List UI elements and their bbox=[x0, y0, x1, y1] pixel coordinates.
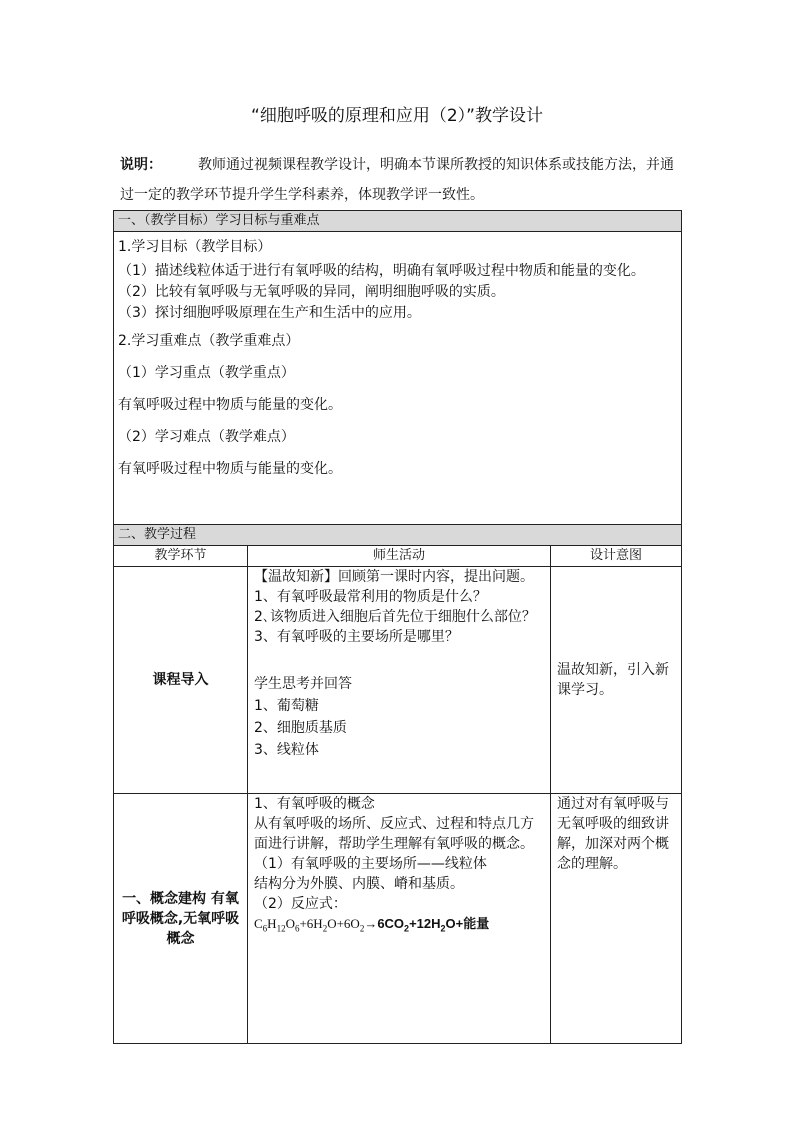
stage-cell: 一、概念建构 有氧呼吸概念,无氧呼吸概念 bbox=[114, 794, 248, 1044]
reaction-formula: $C_6H_{12}O_6+6H_2O+6O_2\to 6CO_2+12H_2O+$能量 bbox=[254, 916, 490, 934]
activity-blank-line bbox=[254, 647, 544, 667]
key-point-text: 有氧呼吸过程中物质与能量的变化。 bbox=[118, 397, 342, 413]
key-point-label: （1）学习重点（教学重点） bbox=[118, 365, 295, 381]
activity-cell bbox=[248, 567, 551, 794]
column-header-activity: 师生活动 bbox=[248, 546, 551, 567]
table-row bbox=[114, 794, 682, 1044]
column-header-intent: 设计意图 bbox=[551, 546, 682, 567]
section2-header-row bbox=[114, 525, 682, 546]
difficulty-text: 有氧呼吸过程中物质与能量的变化。 bbox=[118, 461, 342, 477]
intro-label: 说明： bbox=[120, 157, 162, 173]
activity-line: 3、线粒体 bbox=[254, 742, 319, 758]
section1-goals-row bbox=[114, 232, 682, 525]
intent-cell: 温故知新，引入新课学习。 bbox=[551, 567, 682, 794]
activity-line: （1）有氧呼吸的主要场所——线粒体 bbox=[254, 856, 487, 872]
intent-cell: 通过对有氧呼吸与无氧呼吸的细致讲解，加深对两个概念的理解。 bbox=[551, 794, 682, 1044]
lesson-plan-table bbox=[113, 210, 682, 1044]
activity-line: 3、有氧呼吸的主要场所是哪里？ bbox=[254, 629, 459, 645]
goals-heading: 1.学习目标（教学目标） bbox=[118, 239, 272, 255]
activity-line: 1、有氧呼吸最常利用的物质是什么？ bbox=[254, 589, 487, 605]
difficulty-label: （2）学习难点（教学难点） bbox=[118, 429, 295, 445]
section1-header: 一、（教学目标）学习日标与重难点 bbox=[114, 211, 682, 232]
activity-line: 结构分为外膜、内膜、嵴和基质。 bbox=[254, 876, 464, 892]
goal-1: （1）描述线粒体适于进行有氧呼吸的结构，明确有氧呼吸过程中物质和能量的变化。 bbox=[118, 263, 645, 279]
section2-header: 二、教学过程 bbox=[114, 525, 682, 546]
column-header-stage: 教学环节 bbox=[114, 546, 248, 567]
activity-cell bbox=[248, 794, 551, 1044]
activity-line: 从有氧呼吸的场所、反应式、过程和特点几方面进行讲解，帮助学生理解有氧呼吸的概念。 bbox=[254, 816, 534, 852]
intro-text: 教师通过视频课程教学设计，明确本节课所教授的知识体系或技能方法，并通过一定的教学环节提升学生学科素养，体现教学评一致性。 bbox=[120, 157, 674, 203]
goal-3: （3）探讨细胞呼吸原理在生产和生活中的应用。 bbox=[118, 305, 421, 321]
intro-paragraph bbox=[120, 150, 680, 210]
goal-2: （2）比较有氧呼吸与无氧呼吸的异同，阐明细胞呼吸的实质。 bbox=[118, 284, 505, 300]
activity-line: 学生思考并回答 bbox=[254, 676, 352, 692]
activity-line: 1、葡萄糖 bbox=[254, 698, 319, 714]
activity-line: 1、有氧呼吸的概念 bbox=[254, 796, 375, 812]
column-header-row bbox=[114, 546, 682, 567]
activity-line: 2､该物质进入细胞后首先位于细胞什么部位？ bbox=[254, 609, 536, 625]
document-title: “细胞呼吸的原理和应用（2）”教学设计 bbox=[251, 106, 543, 126]
stage-cell: 课程导入 bbox=[114, 567, 248, 794]
table-row bbox=[114, 567, 682, 794]
activity-line: 2、细胞质基质 bbox=[254, 720, 347, 736]
activity-line: （2）反应式： bbox=[254, 896, 347, 912]
goals-cell bbox=[114, 232, 682, 525]
key-difficulty-heading: 2.学习重难点（教学重难点） bbox=[118, 333, 300, 349]
section1-header-row bbox=[114, 211, 682, 232]
activity-line: 【温故知新】回顾第一课时内容，提出问题。 bbox=[254, 569, 534, 585]
